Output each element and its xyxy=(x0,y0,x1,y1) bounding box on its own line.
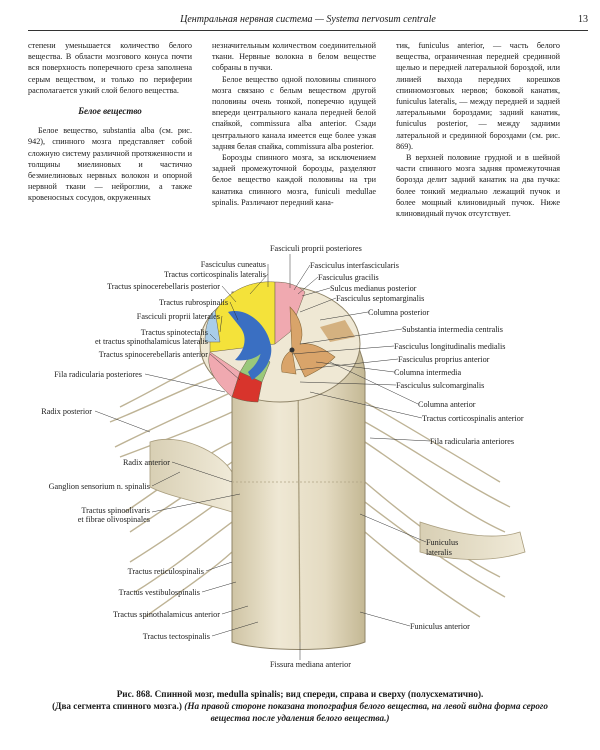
label-fila-radicularia-anteriores: Fila radicularia anteriores xyxy=(430,437,515,446)
figure-caption xyxy=(28,688,572,724)
caption-line-2-b: (На правой стороне показана топография белого вещества, на левой видна форма серого xyxy=(181,701,548,711)
caption-line-2 xyxy=(28,700,572,712)
label-tractus-spinocerebellaris-anterior: Tractus spinocerebellaris anterior xyxy=(98,350,208,359)
paragraph: степени уменьшается количество белого вещества. В области мозгового конуса почти вся поверхность поперечного среза заполнена серым веществом, и только по периферии располагается узкий слой белого вещества. xyxy=(28,41,192,95)
text-column-3 xyxy=(396,40,560,219)
running-header xyxy=(28,10,588,31)
label-tractus-vestibulospinalis: Tractus vestibulospinalis xyxy=(118,588,200,597)
label-fasciculi-proprii-posteriores: Fasciculi proprii posteriores xyxy=(270,244,362,253)
spinal-cord-illustration xyxy=(0,232,600,682)
label-tractus-spinothalamicus-lateralis: et tractus spinothalamicus lateralis xyxy=(95,337,208,346)
caption-line-1: Рис. 868. Спинной мозг, medulla spinalis; вид спереди, справа и сверху (полусхематично). xyxy=(116,689,484,699)
label-sulcus-medianus-posterior: Sulcus medianus posterior xyxy=(330,284,417,293)
label-fasciculus-proprius-anterior: Fasciculus proprius anterior xyxy=(398,355,490,364)
label-columna-anterior: Columna anterior xyxy=(418,400,476,409)
paragraph: Белое вещество, substantia alba (см. рис. 942), спинного мозга представляет собой сложную систему различной протяженности и толщины миелиновых и частично безмиелиновых нервных волокон и опорной нервной ткани — нейроглии, а также кровеносных сосудов, окруженных xyxy=(28,126,192,203)
ganglion-shape xyxy=(150,439,232,512)
label-fasciculus-sulcomarginalis: Fasciculus sulcomarginalis xyxy=(396,381,485,390)
label-tractus-spinoolivaris: Tractus spinoolivaris xyxy=(81,506,150,515)
label-fibrae-olivospinales: et fibrae olivospinales xyxy=(77,515,150,524)
label-tractus-spinotectalis: Tractus spinotectalis xyxy=(140,328,208,337)
label-ganglion-sensorium: Ganglion sensorium n. spinalis xyxy=(48,482,150,491)
paragraph: Борозды спинного мозга, за исключением задней промежуточной борозды, разделяют белое вещество каждой половины на три канатика спинного мозга, funiculi medullae spinalis. Различают передний кана- xyxy=(212,153,376,207)
label-tractus-corticospinalis-anterior: Tractus corticospinalis anterior xyxy=(422,414,524,423)
label-fila-radicularia-posteriores: Fila radicularia posteriores xyxy=(54,370,142,379)
label-radix-posterior: Radix posterior xyxy=(41,407,92,416)
paragraph: В верхней половине грудной и в шейной части спинного мозга задняя промежуточная борозда делит задний канатик на два пучка: более тонкий медиально лежащий пучок и более мощный клиновидный пучок. Ниже клиновидный пучок отсутствует. xyxy=(396,153,560,219)
label-radix-anterior: Radix anterior xyxy=(122,458,170,467)
label-fissura-mediana-anterior: Fissura mediana anterior xyxy=(270,660,351,669)
caption-line-2-a: (Два сегмента спинного мозга.) xyxy=(52,701,182,711)
paragraph: Белое вещество одной половины спинного мозга связано с белым веществом другой половины очень тонкой, поперечно идущей впереди центрального канала передней белой спайкой, commissura alba anterior. Сзади центрального канала имеется еще более узкая задняя белая спайка, commissura alba posterior. xyxy=(212,74,376,151)
caption-line-3: вещества после удаления белого вещества.) xyxy=(210,713,390,723)
section-title: Белое вещество xyxy=(78,106,142,117)
label-fasciculus-gracilis: Fasciculus gracilis xyxy=(318,273,379,282)
label-tractus-spinothalamicus-anterior: Tractus spinothalamicus anterior xyxy=(112,610,220,619)
spinal-cord-figure xyxy=(0,232,600,682)
label-tractus-spinocerebellaris-posterior: Tractus spinocerebellaris posterior xyxy=(107,282,220,291)
running-title: Центральная нервная система — Systema nervosum centrale xyxy=(180,14,436,25)
label-tractus-tectospinalis: Tractus tectospinalis xyxy=(142,632,210,641)
label-tractus-rubrospinalis: Tractus rubrospinalis xyxy=(158,298,228,307)
label-funiculus-lateralis-line1: Funiculus xyxy=(426,538,459,547)
label-columna-intermedia: Columna intermedia xyxy=(394,368,462,377)
text-column-1 xyxy=(28,40,192,204)
label-fasciculi-proprii-laterales: Fasciculi proprii laterales xyxy=(136,312,220,321)
paragraph: незначительным количеством соединительной ткани. Нервные волокна в белом веществе собраны в пучки. xyxy=(212,41,376,73)
page-number: 13 xyxy=(578,14,588,25)
label-substantia-intermedia-centralis: Substantia intermedia centralis xyxy=(402,325,503,334)
label-tractus-corticospinalis-lateralis: Tractus corticospinalis lateralis xyxy=(163,270,266,279)
label-fasciculus-cuneatus: Fasciculus cuneatus xyxy=(200,260,266,269)
label-fasciculus-interfascicularis: Fasciculus interfascicularis xyxy=(310,261,399,270)
label-funiculus-anterior: Funiculus anterior xyxy=(410,622,470,631)
label-columna-posterior: Columna posterior xyxy=(368,308,430,317)
text-column-2 xyxy=(212,40,376,208)
label-fasciculus-longitudinalis-medialis: Fasciculus longitudinalis medialis xyxy=(394,342,506,351)
label-fasciculus-septomarginalis: Fasciculus septomarginalis xyxy=(336,294,425,303)
label-funiculus-lateralis-line2: lateralis xyxy=(426,548,452,557)
paragraph: тик, funiculus anterior, — часть белого вещества, ограниченная передней срединной щелью и передней латеральной бороздой, или линией выхода передних корешков спинномозговых нервов; боковой канатик, funiculus lateralis, — между передней и задней латеральными бороздами; задний канатик, funiculus posterior, — между задними латеральной и срединной бороздами (см. рис. 869). xyxy=(396,41,560,151)
label-tractus-reticulospinalis: Tractus reticulospinalis xyxy=(127,567,204,576)
